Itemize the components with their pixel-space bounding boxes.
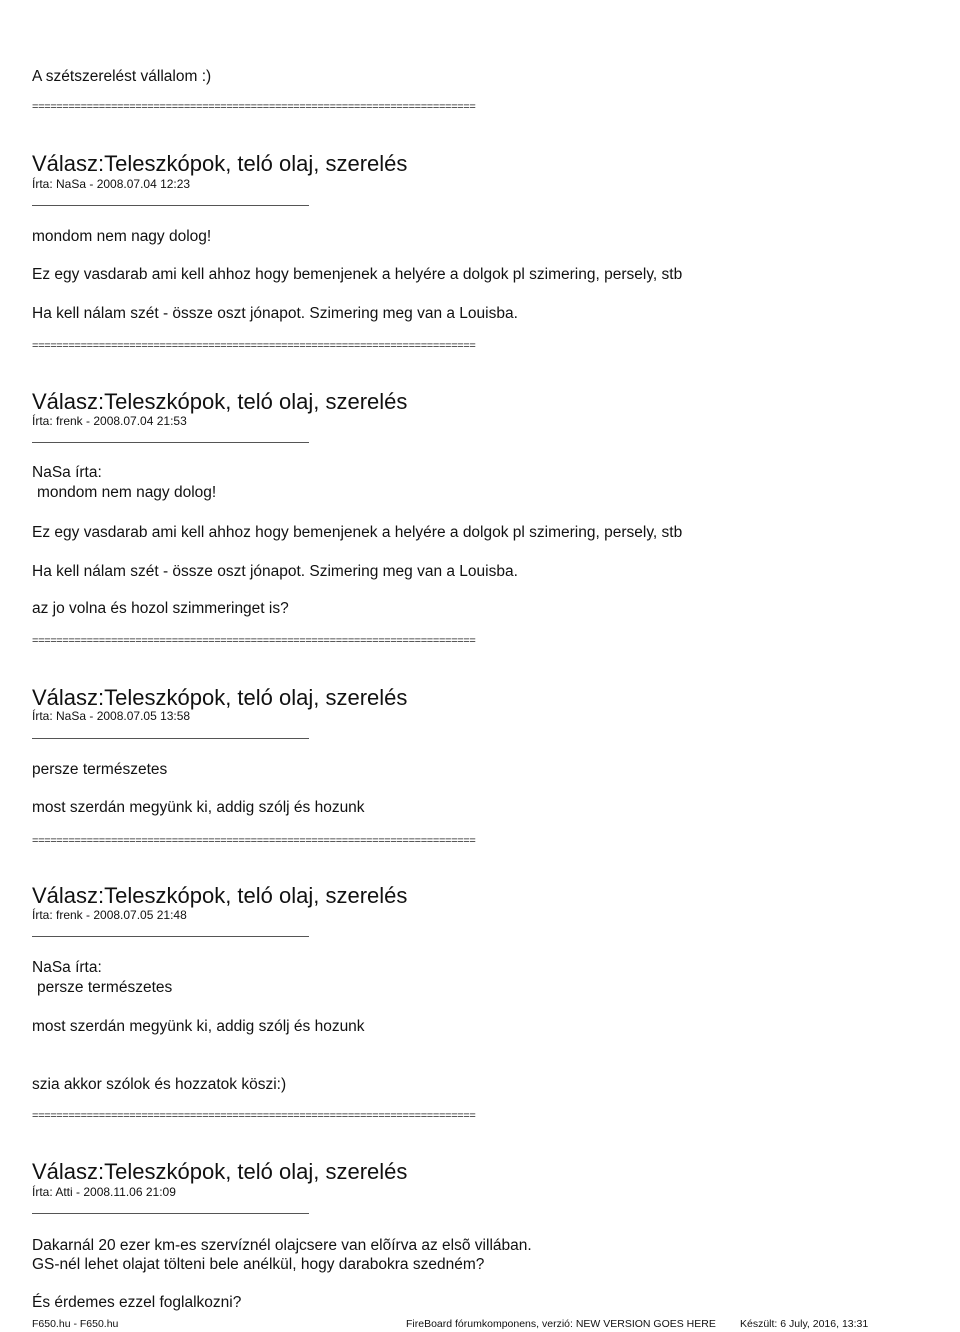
post-meta: Írta: frenk - 2008.07.04 21:53 <box>32 414 187 428</box>
post-line: az jo volna és hozol szimmeringet is? <box>32 600 289 617</box>
post-title: Válasz:Teleszkópok, teló olaj, szerelés <box>32 389 408 414</box>
post-meta: Írta: frenk - 2008.07.05 21:48 <box>32 908 187 922</box>
separator: ========================================================================= <box>32 1110 476 1122</box>
post-line: Ha kell nálam szét - össze oszt jónapot. Szimering meg van a Louisba. <box>32 305 518 322</box>
quote-text: mondom nem nagy dolog! <box>37 484 217 501</box>
post-line: GS-nél lehet olajat tölteni bele anélkül, hogy darabokra szedném? <box>32 1256 485 1273</box>
post-line: mondom nem nagy dolog! <box>32 228 212 245</box>
post-line: Ez egy vasdarab ami kell ahhoz hogy bemenjenek a helyére a dolgok pl szimering, persely, stb <box>32 524 683 541</box>
footer-version: FireBoard fórumkomponens, verzió: NEW VERSION GOES HERE <box>406 1318 716 1330</box>
post-line: most szerdán megyünk ki, addig szólj és hozunk <box>32 799 365 816</box>
post-title: Válasz:Teleszkópok, teló olaj, szerelés <box>32 1159 408 1184</box>
post-title: Válasz:Teleszkópok, teló olaj, szerelés <box>32 883 408 908</box>
post-meta: Írta: NaSa - 2008.07.04 12:23 <box>32 177 191 191</box>
post-line: Ha kell nálam szét - össze oszt jónapot. Szimering meg van a Louisba. <box>32 563 518 580</box>
separator: ========================================================================= <box>32 340 476 352</box>
post-line: És érdemes ezzel foglalkozni? <box>32 1294 242 1311</box>
footer-timestamp: Készült: 6 July, 2016, 13:31 <box>740 1318 869 1330</box>
post-line: szia akkor szólok és hozzatok köszi:) <box>32 1076 287 1093</box>
separator: ========================================================================= <box>32 635 476 647</box>
quote-header: NaSa írta: <box>32 464 102 481</box>
post-divider <box>32 738 309 739</box>
post-divider <box>32 442 309 443</box>
separator: ========================================================================= <box>32 835 476 847</box>
post-line: most szerdán megyünk ki, addig szólj és hozunk <box>32 1018 365 1035</box>
footer-site: F650.hu - F650.hu <box>32 1318 119 1330</box>
post-divider <box>32 1213 309 1214</box>
separator: ========================================================================= <box>32 101 476 113</box>
post-line: Dakarnál 20 ezer km-es szervíznél olajcsere van elõírva az elsõ villában. <box>32 1237 532 1254</box>
post-line: Ez egy vasdarab ami kell ahhoz hogy bemenjenek a helyére a dolgok pl szimering, persely, stb <box>32 266 683 283</box>
post-line: persze természetes <box>32 761 168 778</box>
quote-header: NaSa írta: <box>32 959 102 976</box>
post-meta: Írta: NaSa - 2008.07.05 13:58 <box>32 709 191 723</box>
post-divider <box>32 205 309 206</box>
quote-text: persze természetes <box>37 979 173 996</box>
intro-text: A szétszerelést vállalom :) <box>32 68 212 85</box>
post-title: Válasz:Teleszkópok, teló olaj, szerelés <box>32 685 408 710</box>
post-meta: Írta: Atti - 2008.11.06 21:09 <box>32 1185 176 1199</box>
post-title: Válasz:Teleszkópok, teló olaj, szerelés <box>32 151 408 176</box>
post-divider <box>32 936 309 937</box>
